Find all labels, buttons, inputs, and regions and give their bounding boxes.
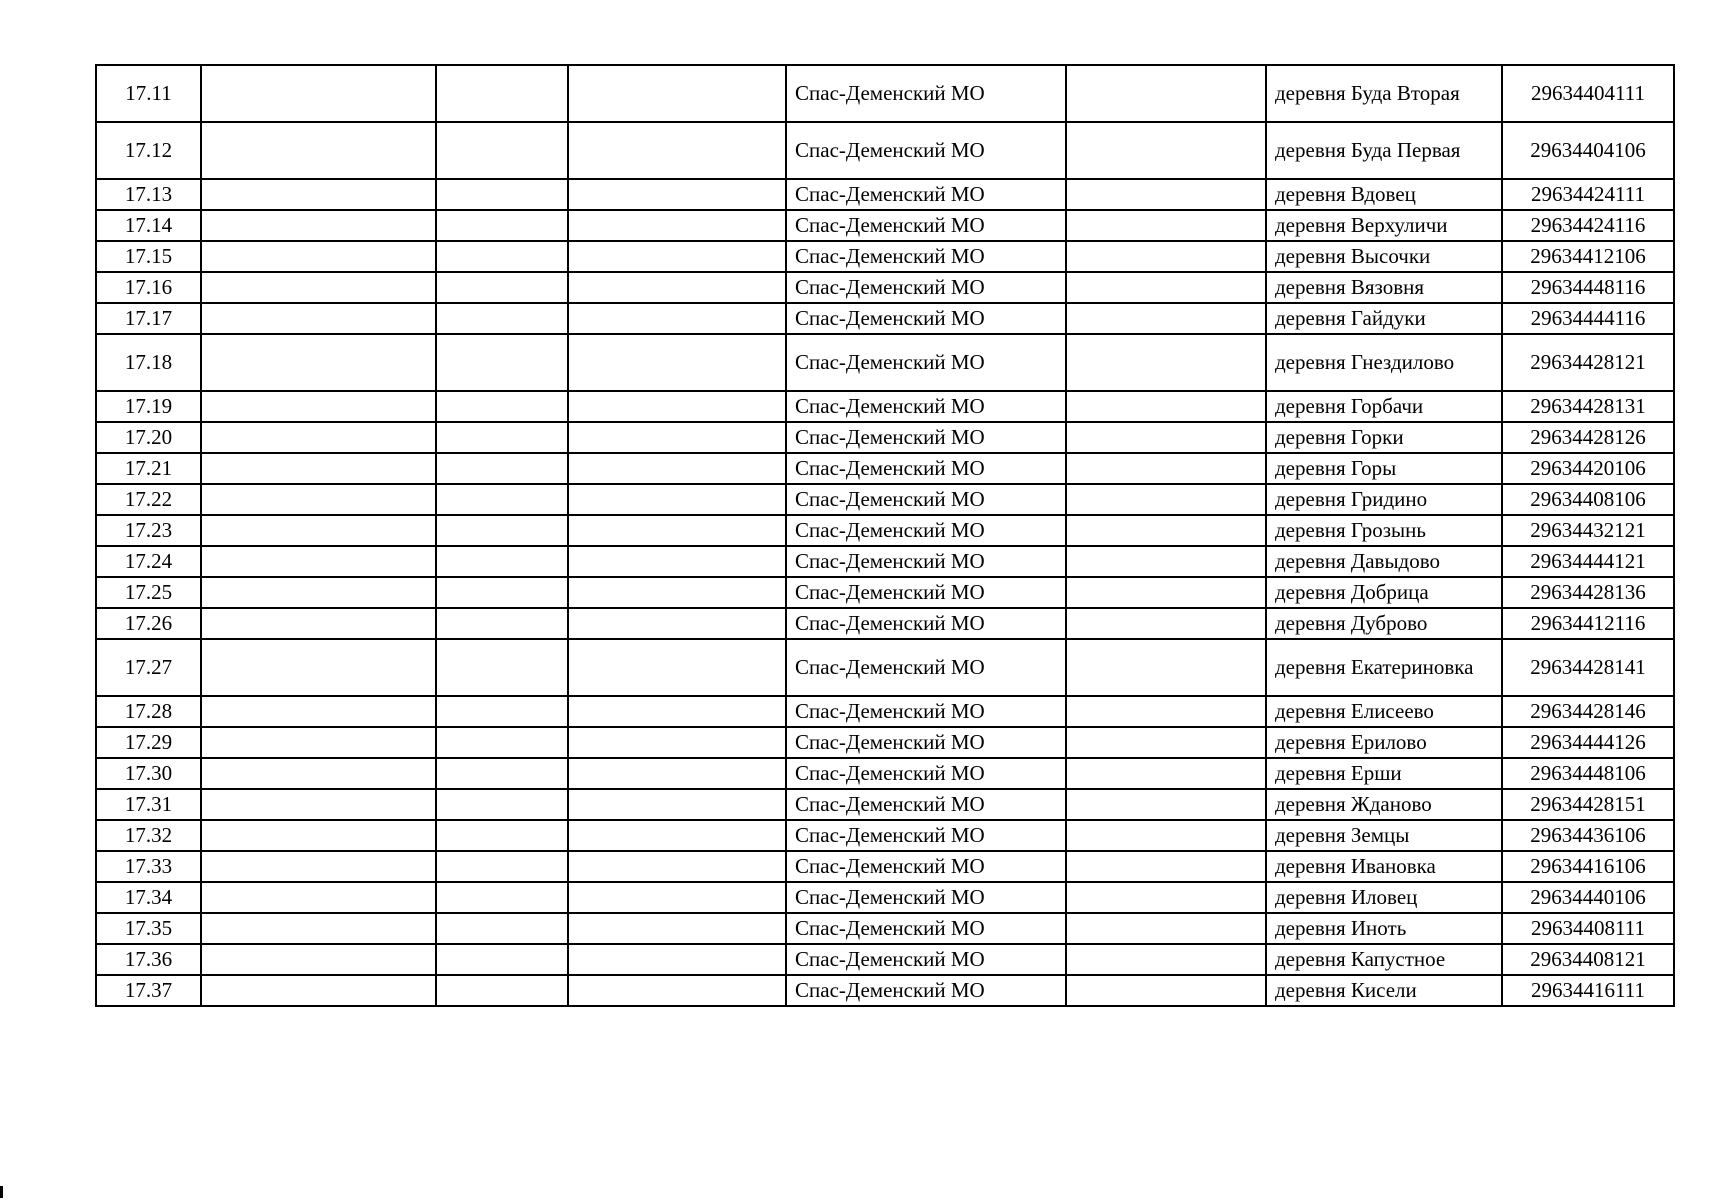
row-number-cell: 17.28 (96, 696, 201, 727)
municipality-cell: Спас-Деменский МО (786, 882, 1066, 913)
oktmo-code-cell: 29634408121 (1502, 944, 1674, 975)
empty-cell (201, 210, 436, 241)
oktmo-code-cell: 29634448116 (1502, 272, 1674, 303)
empty-cell (436, 696, 568, 727)
oktmo-code-cell: 29634428136 (1502, 577, 1674, 608)
settlement-cell: деревня Ерилово (1266, 727, 1502, 758)
empty-cell (436, 546, 568, 577)
empty-cell (568, 179, 786, 210)
row-number-cell: 17.26 (96, 608, 201, 639)
empty-cell (568, 515, 786, 546)
empty-cell (436, 975, 568, 1006)
oktmo-code-cell: 29634428141 (1502, 639, 1674, 696)
empty-cell (1066, 975, 1266, 1006)
empty-cell (1066, 303, 1266, 334)
empty-cell (201, 882, 436, 913)
empty-cell (568, 913, 786, 944)
empty-cell (568, 241, 786, 272)
empty-cell (436, 65, 568, 122)
row-number-cell: 17.32 (96, 820, 201, 851)
table-row (96, 758, 1674, 789)
empty-cell (201, 789, 436, 820)
oktmo-code-cell: 29634404111 (1502, 65, 1674, 122)
table-row (96, 639, 1674, 696)
empty-cell (201, 851, 436, 882)
row-number-cell: 17.14 (96, 210, 201, 241)
municipality-cell: Спас-Деменский МО (786, 975, 1066, 1006)
table-row (96, 179, 1674, 210)
empty-cell (436, 851, 568, 882)
empty-cell (201, 241, 436, 272)
empty-cell (568, 65, 786, 122)
empty-cell (201, 546, 436, 577)
empty-cell (436, 272, 568, 303)
municipality-cell: Спас-Деменский МО (786, 727, 1066, 758)
row-number-cell: 17.30 (96, 758, 201, 789)
empty-cell (201, 515, 436, 546)
settlement-cell: деревня Иловец (1266, 882, 1502, 913)
empty-cell (436, 210, 568, 241)
empty-cell (436, 122, 568, 179)
table-row (96, 484, 1674, 515)
table-row (96, 975, 1674, 1006)
table-row (96, 453, 1674, 484)
empty-cell (201, 608, 436, 639)
settlement-cell: деревня Давыдово (1266, 546, 1502, 577)
table-row (96, 913, 1674, 944)
row-number-cell: 17.15 (96, 241, 201, 272)
empty-cell (568, 789, 786, 820)
row-number-cell: 17.17 (96, 303, 201, 334)
row-number-cell: 17.29 (96, 727, 201, 758)
empty-cell (436, 515, 568, 546)
empty-cell (1066, 422, 1266, 453)
settlement-cell: деревня Гридино (1266, 484, 1502, 515)
municipality-cell: Спас-Деменский МО (786, 546, 1066, 577)
oktmo-code-cell: 29634440106 (1502, 882, 1674, 913)
settlement-cell: деревня Ерши (1266, 758, 1502, 789)
empty-cell (436, 727, 568, 758)
empty-cell (201, 696, 436, 727)
row-number-cell: 17.13 (96, 179, 201, 210)
empty-cell (568, 453, 786, 484)
municipality-cell: Спас-Деменский МО (786, 851, 1066, 882)
empty-cell (201, 334, 436, 391)
empty-cell (1066, 65, 1266, 122)
empty-cell (436, 820, 568, 851)
empty-cell (1066, 334, 1266, 391)
empty-cell (1066, 639, 1266, 696)
empty-cell (201, 975, 436, 1006)
empty-cell (201, 820, 436, 851)
empty-cell (436, 453, 568, 484)
oktmo-code-cell: 29634420106 (1502, 453, 1674, 484)
empty-cell (1066, 820, 1266, 851)
empty-cell (436, 758, 568, 789)
table-row (96, 241, 1674, 272)
municipality-cell: Спас-Деменский МО (786, 696, 1066, 727)
oktmo-code-cell: 29634412106 (1502, 241, 1674, 272)
table-row (96, 210, 1674, 241)
oktmo-code-cell: 29634424116 (1502, 210, 1674, 241)
empty-cell (436, 882, 568, 913)
row-number-cell: 17.31 (96, 789, 201, 820)
empty-cell (1066, 913, 1266, 944)
empty-cell (201, 272, 436, 303)
row-number-cell: 17.16 (96, 272, 201, 303)
settlement-cell: деревня Жданово (1266, 789, 1502, 820)
empty-cell (1066, 789, 1266, 820)
oktmo-code-cell: 29634428126 (1502, 422, 1674, 453)
empty-cell (201, 913, 436, 944)
settlement-cell: деревня Земцы (1266, 820, 1502, 851)
row-number-cell: 17.22 (96, 484, 201, 515)
empty-cell (436, 334, 568, 391)
empty-cell (1066, 453, 1266, 484)
empty-cell (201, 422, 436, 453)
table-row (96, 944, 1674, 975)
municipality-cell: Спас-Деменский МО (786, 179, 1066, 210)
oktmo-code-cell: 29634428121 (1502, 334, 1674, 391)
empty-cell (568, 546, 786, 577)
municipality-cell: Спас-Деменский МО (786, 241, 1066, 272)
settlement-cell: деревня Буда Вторая (1266, 65, 1502, 122)
row-number-cell: 17.20 (96, 422, 201, 453)
empty-cell (1066, 758, 1266, 789)
table-row (96, 789, 1674, 820)
empty-cell (568, 122, 786, 179)
table-row (96, 65, 1674, 122)
empty-cell (568, 820, 786, 851)
table-row (96, 122, 1674, 179)
empty-cell (1066, 515, 1266, 546)
empty-cell (1066, 577, 1266, 608)
settlement-cell: деревня Екатериновка (1266, 639, 1502, 696)
empty-cell (201, 639, 436, 696)
municipality-cell: Спас-Деменский МО (786, 913, 1066, 944)
table-row (96, 820, 1674, 851)
empty-cell (201, 758, 436, 789)
oktmo-code-cell: 29634444116 (1502, 303, 1674, 334)
empty-cell (568, 639, 786, 696)
empty-cell (201, 179, 436, 210)
table-row (96, 696, 1674, 727)
empty-cell (201, 577, 436, 608)
oktmo-code-cell: 29634408111 (1502, 913, 1674, 944)
municipality-cell: Спас-Деменский МО (786, 303, 1066, 334)
empty-cell (436, 179, 568, 210)
municipality-cell: Спас-Деменский МО (786, 484, 1066, 515)
municipality-cell: Спас-Деменский МО (786, 210, 1066, 241)
table-row (96, 422, 1674, 453)
empty-cell (1066, 882, 1266, 913)
oktmo-code-cell: 29634444126 (1502, 727, 1674, 758)
oktmo-code-cell: 29634436106 (1502, 820, 1674, 851)
settlement-cell: деревня Грозынь (1266, 515, 1502, 546)
empty-cell (568, 210, 786, 241)
table-row (96, 577, 1674, 608)
empty-cell (1066, 944, 1266, 975)
municipality-cell: Спас-Деменский МО (786, 422, 1066, 453)
empty-cell (1066, 484, 1266, 515)
row-number-cell: 17.36 (96, 944, 201, 975)
empty-cell (201, 727, 436, 758)
settlement-cell: деревня Высочки (1266, 241, 1502, 272)
oktmo-code-cell: 29634428146 (1502, 696, 1674, 727)
empty-cell (201, 944, 436, 975)
municipality-cell: Спас-Деменский МО (786, 122, 1066, 179)
row-number-cell: 17.25 (96, 577, 201, 608)
empty-cell (436, 422, 568, 453)
municipality-cell: Спас-Деменский МО (786, 515, 1066, 546)
row-number-cell: 17.35 (96, 913, 201, 944)
row-number-cell: 17.11 (96, 65, 201, 122)
empty-cell (1066, 851, 1266, 882)
empty-cell (568, 391, 786, 422)
empty-cell (1066, 696, 1266, 727)
table-row (96, 608, 1674, 639)
oktmo-code-cell: 29634408106 (1502, 484, 1674, 515)
table-body (96, 65, 1674, 1006)
municipality-cell: Спас-Деменский МО (786, 944, 1066, 975)
settlement-cell: деревня Буда Первая (1266, 122, 1502, 179)
municipality-cell: Спас-Деменский МО (786, 577, 1066, 608)
empty-cell (436, 303, 568, 334)
empty-cell (436, 944, 568, 975)
settlement-table (95, 64, 1675, 1007)
municipality-cell: Спас-Деменский МО (786, 272, 1066, 303)
empty-cell (568, 303, 786, 334)
empty-cell (568, 334, 786, 391)
oktmo-code-cell: 29634404106 (1502, 122, 1674, 179)
table-row (96, 515, 1674, 546)
empty-cell (201, 453, 436, 484)
settlement-cell: деревня Елисеево (1266, 696, 1502, 727)
oktmo-code-cell: 29634432121 (1502, 515, 1674, 546)
oktmo-code-cell: 29634416111 (1502, 975, 1674, 1006)
empty-cell (568, 851, 786, 882)
empty-cell (201, 303, 436, 334)
scan-edge-mark (0, 1186, 3, 1198)
row-number-cell: 17.27 (96, 639, 201, 696)
municipality-cell: Спас-Деменский МО (786, 758, 1066, 789)
oktmo-code-cell: 29634428151 (1502, 789, 1674, 820)
table-row (96, 303, 1674, 334)
table-row (96, 851, 1674, 882)
empty-cell (1066, 546, 1266, 577)
settlement-cell: деревня Горы (1266, 453, 1502, 484)
empty-cell (1066, 210, 1266, 241)
settlement-cell: деревня Кисели (1266, 975, 1502, 1006)
oktmo-code-cell: 29634416106 (1502, 851, 1674, 882)
empty-cell (436, 913, 568, 944)
settlement-cell: деревня Гнездилово (1266, 334, 1502, 391)
table-row (96, 882, 1674, 913)
row-number-cell: 17.23 (96, 515, 201, 546)
empty-cell (568, 696, 786, 727)
empty-cell (1066, 272, 1266, 303)
empty-cell (436, 577, 568, 608)
empty-cell (436, 391, 568, 422)
empty-cell (1066, 727, 1266, 758)
table-row (96, 334, 1674, 391)
settlement-cell: деревня Иноть (1266, 913, 1502, 944)
empty-cell (568, 975, 786, 1006)
empty-cell (568, 577, 786, 608)
empty-cell (201, 391, 436, 422)
settlement-cell: деревня Вдовец (1266, 179, 1502, 210)
empty-cell (1066, 179, 1266, 210)
table-row (96, 727, 1674, 758)
municipality-cell: Спас-Деменский МО (786, 820, 1066, 851)
municipality-cell: Спас-Деменский МО (786, 608, 1066, 639)
empty-cell (436, 608, 568, 639)
table-row (96, 546, 1674, 577)
empty-cell (1066, 241, 1266, 272)
empty-cell (568, 758, 786, 789)
municipality-cell: Спас-Деменский МО (786, 639, 1066, 696)
municipality-cell: Спас-Деменский МО (786, 789, 1066, 820)
settlement-cell: деревня Вязовня (1266, 272, 1502, 303)
oktmo-code-cell: 29634428131 (1502, 391, 1674, 422)
empty-cell (568, 422, 786, 453)
settlement-cell: деревня Капустное (1266, 944, 1502, 975)
oktmo-code-cell: 29634444121 (1502, 546, 1674, 577)
empty-cell (568, 272, 786, 303)
row-number-cell: 17.37 (96, 975, 201, 1006)
settlement-cell: деревня Верхуличи (1266, 210, 1502, 241)
table-row (96, 391, 1674, 422)
row-number-cell: 17.12 (96, 122, 201, 179)
oktmo-code-cell: 29634412116 (1502, 608, 1674, 639)
empty-cell (1066, 122, 1266, 179)
municipality-cell: Спас-Деменский МО (786, 453, 1066, 484)
empty-cell (201, 484, 436, 515)
empty-cell (568, 484, 786, 515)
oktmo-code-cell: 29634448106 (1502, 758, 1674, 789)
municipality-cell: Спас-Деменский МО (786, 391, 1066, 422)
empty-cell (1066, 608, 1266, 639)
municipality-cell: Спас-Деменский МО (786, 65, 1066, 122)
settlement-cell: деревня Добрица (1266, 577, 1502, 608)
settlement-cell: деревня Горки (1266, 422, 1502, 453)
municipality-cell: Спас-Деменский МО (786, 334, 1066, 391)
row-number-cell: 17.24 (96, 546, 201, 577)
row-number-cell: 17.33 (96, 851, 201, 882)
empty-cell (568, 608, 786, 639)
empty-cell (568, 727, 786, 758)
empty-cell (436, 789, 568, 820)
settlement-cell: деревня Горбачи (1266, 391, 1502, 422)
empty-cell (436, 241, 568, 272)
row-number-cell: 17.19 (96, 391, 201, 422)
row-number-cell: 17.21 (96, 453, 201, 484)
row-number-cell: 17.18 (96, 334, 201, 391)
empty-cell (201, 65, 436, 122)
empty-cell (436, 639, 568, 696)
empty-cell (1066, 391, 1266, 422)
settlement-cell: деревня Гайдуки (1266, 303, 1502, 334)
settlement-cell: деревня Дуброво (1266, 608, 1502, 639)
table-row (96, 272, 1674, 303)
empty-cell (436, 484, 568, 515)
oktmo-code-cell: 29634424111 (1502, 179, 1674, 210)
empty-cell (568, 882, 786, 913)
empty-cell (201, 122, 436, 179)
empty-cell (568, 944, 786, 975)
row-number-cell: 17.34 (96, 882, 201, 913)
settlement-cell: деревня Ивановка (1266, 851, 1502, 882)
